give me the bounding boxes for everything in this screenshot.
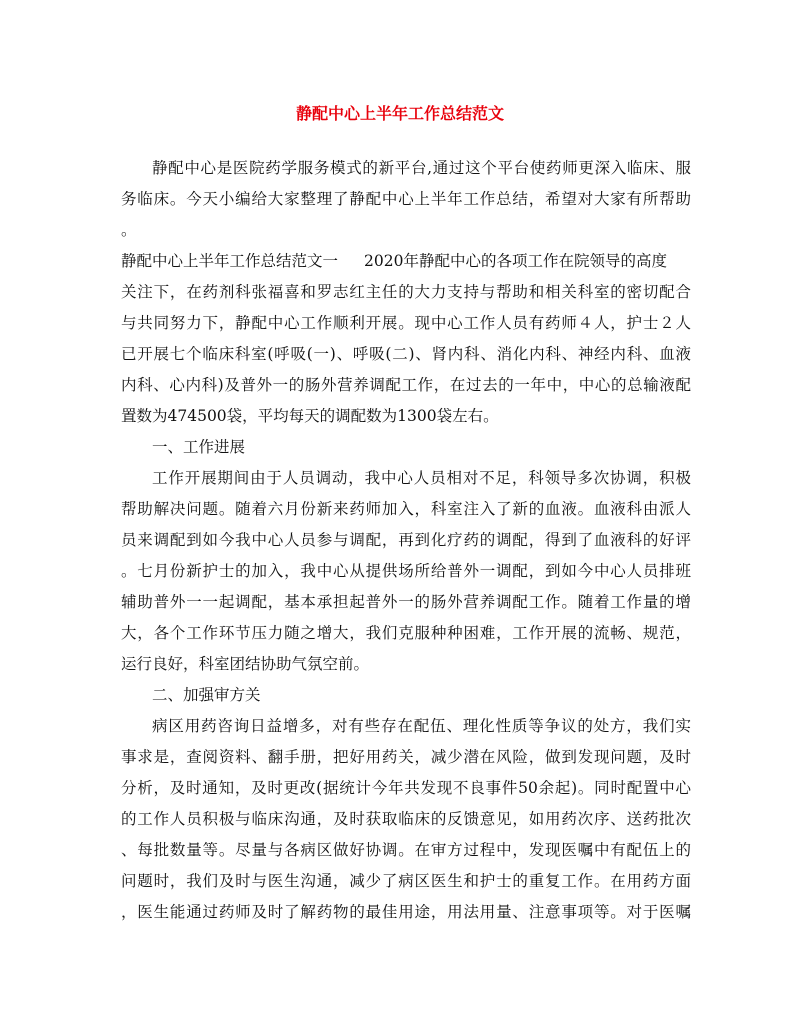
article-subtitle: 静配中心上半年工作总结范文一 (121, 252, 339, 270)
document-body (121, 153, 691, 928)
paragraph-line: 。七月份新护士的加入，我中心从提供场所给普外一调配，到如今中心人员排班 (121, 562, 691, 580)
paragraph-line: 、每批数量等。尽量与各病区做好协调。在审方过程中，发现医嘱中有配伍上的 (121, 841, 691, 859)
paragraph-text: 2020年静配中心的各项工作在院领导的高度 (364, 252, 667, 270)
paragraph-line: 静配中心是医院药学服务模式的新平台,通过这个平台使药师更深入临床、服 (152, 159, 691, 177)
paragraph-line: 分析，及时通知，及时更改(据统计今年共发现不良事件50余起)。同时配置中心 (121, 779, 691, 797)
section-heading-line (121, 246, 691, 277)
paragraph-line: 置数为474500袋，平均每天的调配数为1300袋左右。 (121, 407, 499, 425)
paragraph-line: 病区用药咨询日益增多，对有些存在配伍、理化性质等争议的处方，我们实 (152, 717, 691, 735)
paragraph-line: 工作开展期间由于人员调动，我中心人员相对不足，科领导多次协调，积极 (152, 469, 691, 487)
paragraph-line: 已开展七个临床科室(呼吸(一)、呼吸(二)、肾内科、消化内科、神经内科、血液 (121, 345, 691, 363)
paragraph-line: 与共同努力下，静配中心工作顺利开展。现中心工作人员有药师４人，护士２人 (121, 314, 691, 332)
paragraph-line: 的工作人员积极与临床沟通，及时获取临床的反馈意见，如用药次序、送药批次 (121, 810, 691, 828)
paragraph-line: 。 (121, 221, 137, 239)
section-heading: 二、加强审方关 (152, 686, 261, 704)
paragraph-line: 关注下，在药剂科张福喜和罗志红主任的大力支持与帮助和相关科室的密切配合 (121, 283, 691, 301)
paragraph-line: 员来调配到如今我中心人员参与调配，再到化疗药的调配，得到了血液科的好评 (121, 531, 691, 549)
paragraph-line: 运行良好，科室团结协助气氛空前。 (121, 655, 370, 673)
section-heading: 一、工作进展 (152, 438, 246, 456)
paragraph-line: 事求是，查阅资料、翻手册，把好用药关，减少潜在风险，做到发现问题，及时 (121, 748, 691, 766)
paragraph-line: ，医生能通过药师及时了解药物的最佳用途，用法用量、注意事项等。对于医嘱 (121, 903, 691, 921)
paragraph-line: 辅助普外一一起调配，基本承担起普外一的肠外营养调配工作。随着工作量的增 (121, 593, 691, 611)
paragraph-line: 问题时，我们及时与医生沟通，减少了病区医生和护士的重复工作。在用药方面 (121, 872, 691, 890)
paragraph-line: 大，各个工作环节压力随之增大，我们克服种种困难，工作开展的流畅、规范， (121, 624, 691, 642)
paragraph-line: 内科、心内科)及普外一的肠外营养调配工作，在过去的一年中，中心的总输液配 (121, 376, 691, 394)
paragraph-line: 帮助解决问题。随着六月份新来药师加入，科室注入了新的血液。血液科由派人 (121, 500, 691, 518)
paragraph-line: 务临床。今天小编给大家整理了静配中心上半年工作总结，希望对大家有所帮助 (121, 190, 691, 208)
document-title: 静配中心上半年工作总结范文 (295, 104, 504, 123)
